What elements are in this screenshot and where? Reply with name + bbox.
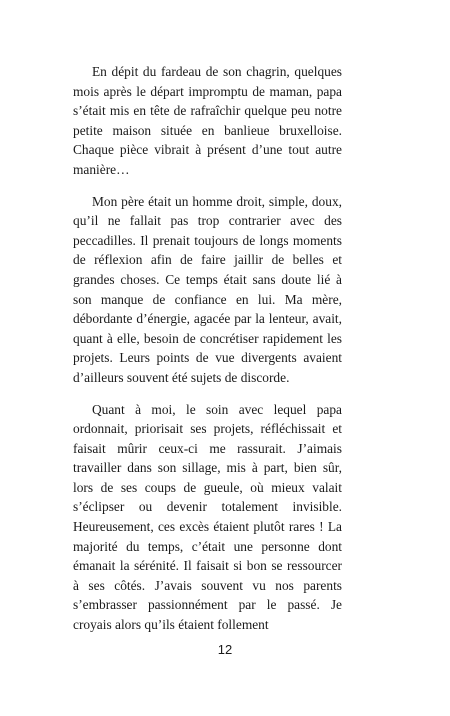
paragraph-1: En dépit du fardeau de son chagrin, quelques mois après le départ impromptu de maman, papa s’était mis en tête de rafraîchir quelque peu notre petite maison située en banlieue bruxelloise. Chaque pièce vibrait à présent d’une tout autre manière…	[73, 64, 342, 177]
body-text	[73, 62, 342, 647]
paragraph-3: Quant à moi, le soin avec lequel papa ordonnait, priorisait ses projets, réfléchissait et faisait mûrir ceux-ci me rassurait. J’aimais travailler dans son sillage, mis à part, bien sûr, lors de ses coups de gueule, où mieux valait s’éclipser ou devenir totalement invisible. Heureusement, ces excès étaient plutôt rares ! La majorité du temps, c’était une personne dont émanait la sérénité. Il faisait si bon se ressourcer à ses côtés. J’avais souvent vu nos parents s’embrasser passionnément par le passé. Je croyais alors qu’ils étaient follement	[73, 401, 342, 633]
paragraph-2: Mon père était un homme droit, simple, doux, qu’il ne fallait pas trop contrarier avec des peccadilles. Il prenait toujours de longs moments de réflexion afin de faire jaillir de belles et grandes choses. Ce temps était sans doute lié à son manque de confiance en lui. Ma mère, débordante d’énergie, agacée par la lenteur, avait, quant à elle, besoin de concrétiser rapidement les projets. Leurs points de vue divergents avaient d’ailleurs souvent été sujets de discorde.	[73, 193, 342, 385]
page-number: 12	[217, 642, 233, 657]
